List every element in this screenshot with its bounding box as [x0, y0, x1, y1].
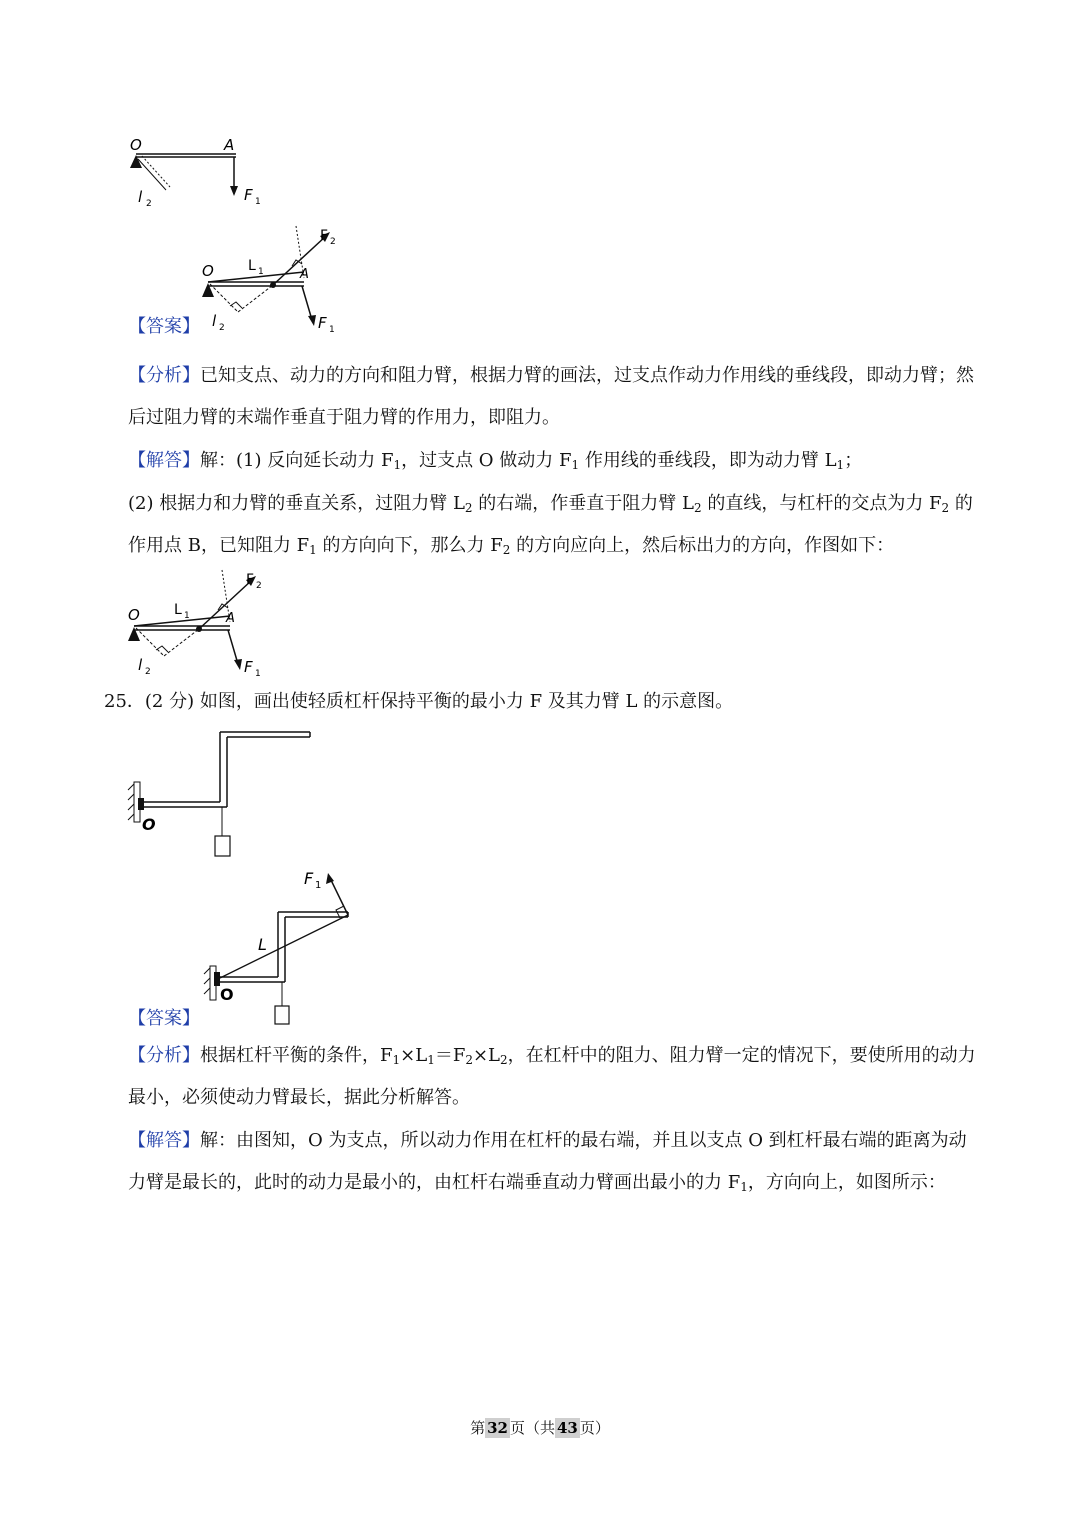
label-f: F [318, 314, 327, 332]
subscript: 1 [393, 458, 402, 472]
label-f: F [246, 572, 255, 588]
solution-text: 解：(1) 反向延长动力 F [200, 450, 394, 471]
label-sub-2: 2 [219, 323, 225, 333]
label-sub-2: 2 [256, 581, 262, 591]
subscript: 1 [427, 1053, 435, 1067]
subscript: 2 [500, 1053, 508, 1067]
label-l: L [258, 935, 267, 954]
subscript: 1 [392, 1053, 401, 1067]
answer-tag: 【答案】 [128, 316, 200, 337]
label-o: O [220, 985, 234, 1004]
analysis-text: 根据杠杆平衡的条件，F [200, 1045, 393, 1066]
label-sub-1: 1 [258, 267, 264, 277]
label-a: A [224, 136, 235, 154]
solution-text: ，方向向上，如图所示： [747, 1172, 946, 1193]
analysis-text: ×L [400, 1045, 428, 1066]
subscript: 1 [740, 1180, 748, 1194]
label-sub-2: 2 [330, 237, 336, 247]
label-f: F [244, 658, 253, 676]
label-o: O [130, 136, 142, 154]
q25-answer [128, 998, 980, 1040]
footer-text: 页（共 [509, 1419, 555, 1437]
subscript: 2 [464, 501, 473, 515]
bent-lever-question-figure [124, 724, 320, 864]
label-sub-1: 1 [255, 197, 261, 207]
solution-text: 的方向向下，那么力 F [316, 535, 503, 556]
solution-text: 的直线，与杠杆的交点为力 F [701, 493, 942, 514]
subscript: 2 [502, 543, 511, 557]
analysis-text: ×L [472, 1045, 501, 1066]
q25-question [104, 681, 980, 723]
subscript: 1 [836, 458, 845, 472]
subscript: 2 [941, 501, 950, 515]
label-l: L [248, 258, 256, 274]
label-a: A [300, 267, 309, 282]
solution-tag: 【解答】 [128, 1130, 200, 1151]
subscript: 1 [309, 543, 317, 557]
label-f: F [244, 186, 253, 204]
label-f: F [320, 228, 329, 244]
solution-text: 的方向应向上，然后标出力的方向，作图如下： [510, 535, 895, 556]
label-sub-1: 1 [329, 325, 335, 335]
q24-answer [128, 306, 980, 348]
subscript: 2 [693, 501, 702, 515]
label-l-small: l [138, 656, 143, 674]
page-total: 43 [557, 1419, 578, 1437]
q24-analysis [128, 355, 980, 439]
lever-question-figure [124, 132, 264, 212]
footer-text: 第 [470, 1419, 486, 1437]
subscript: 2 [465, 1053, 473, 1067]
solution-text: (2) 根据力和力臂的垂直关系，过阻力臂 L [128, 493, 465, 514]
footer-text: 页） [579, 1419, 610, 1437]
q24-solution-2 [128, 483, 980, 567]
page-footer [0, 1414, 1080, 1442]
analysis-text: ，在杠杆中的阻力、阻力臂一定的情况下，要使所用的动力最小，必须使动力臂最长，据此分析解答。 [128, 1045, 976, 1108]
label-o: O [202, 262, 214, 280]
solution-text: ，过支点 O 做动力 F [401, 450, 572, 471]
label-sub-2: 2 [145, 667, 151, 677]
lever-answer-figure-2 [124, 566, 272, 684]
label-sub-1: 1 [315, 880, 322, 891]
label-l: l [138, 188, 143, 206]
solution-text: 作用线的垂线段，即为动力臂 L [579, 450, 837, 471]
analysis-text: 已知支点、动力的方向和阻力臂，根据力臂的画法，过支点作动力作用线的垂线段，即动力臂；然后过阻力臂的末端作垂直于阻力臂的作用力，即阻力。 [128, 365, 974, 428]
solution-text: 解：由图知，O 为支点，所以动力作用在杠杆的最右端，并且以支点 O 到杠杆最右端的距离为动力臂是最长的，此时的动力是最小的，由杠杆右端垂直动力臂画出最小的力 F [128, 1130, 967, 1193]
solution-text: 的作用点 B，已知阻力 F [128, 493, 973, 556]
label-l-small: l [212, 312, 217, 330]
analysis-text: ＝F [434, 1045, 466, 1066]
question-text: 25．(2 分) 如图，画出使轻质杠杆保持平衡的最小力 F 及其力臂 L 的示意图。 [104, 691, 734, 712]
solution-text: 的右端，作垂直于阻力臂 L [472, 493, 694, 514]
label-sub-2: 2 [146, 199, 152, 209]
label-a: A [226, 611, 235, 626]
label-f: F [304, 869, 314, 888]
label-sub-1: 1 [184, 611, 190, 621]
page-number: 32 [487, 1419, 508, 1437]
label-l: L [174, 602, 182, 618]
subscript: 1 [571, 458, 580, 472]
label-o: O [128, 606, 140, 624]
solution-tag: 【解答】 [128, 450, 200, 471]
q24-solution-1 [128, 440, 980, 482]
q25-solution [128, 1120, 980, 1204]
solution-text: ； [844, 450, 863, 471]
label-sub-1: 1 [255, 669, 261, 679]
label-o: O [142, 815, 156, 834]
q25-analysis [128, 1035, 980, 1119]
analysis-tag: 【分析】 [128, 1045, 200, 1066]
analysis-tag: 【分析】 [128, 365, 200, 386]
answer-tag: 【答案】 [128, 1008, 200, 1029]
